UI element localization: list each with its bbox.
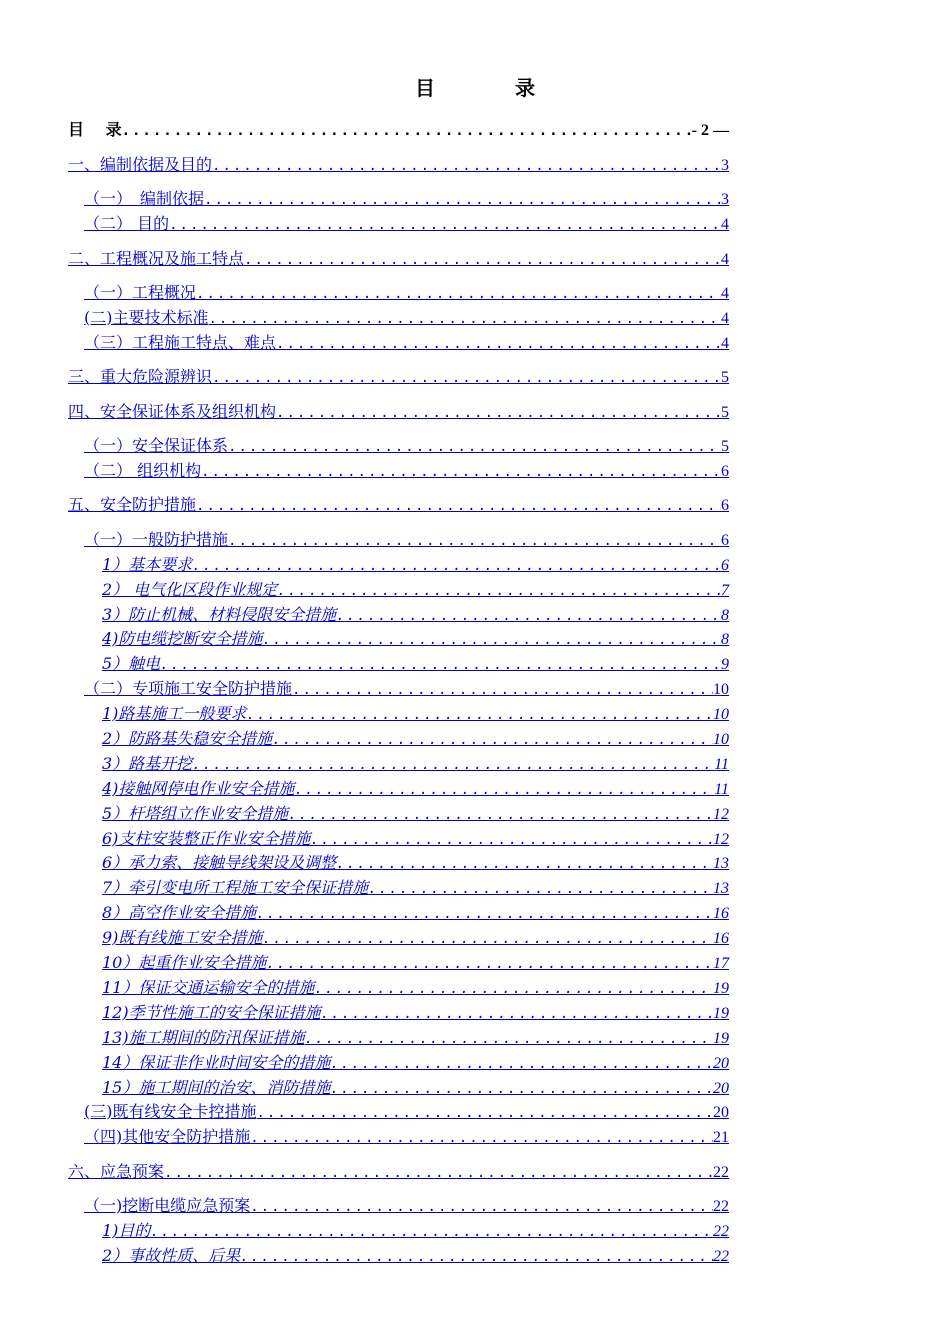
toc-entry[interactable] (84, 678, 729, 700)
toc-page-number: 10 (713, 731, 729, 748)
toc-page-number: 10 (713, 681, 729, 698)
toc-entry-label: （一） 编制依据 (84, 189, 205, 208)
dot-leader (201, 461, 721, 483)
dot-leader (212, 367, 721, 389)
dot-leader (164, 1162, 713, 1184)
toc-entry-label: 六、应急预案 (68, 1162, 165, 1181)
toc-page-number: 8 (721, 607, 729, 624)
toc-entry[interactable] (68, 494, 729, 516)
toc-entry-label: 6)支柱安装整正作业安全措施 (102, 829, 311, 848)
toc-page-number: 19 (713, 980, 729, 997)
toc-entry-label: 7）牵引变电所工程施工安全保证措施 (102, 878, 369, 897)
toc-entry-label: 14）保证非作业时间安全的措施 (102, 1053, 331, 1072)
toc-entry[interactable] (102, 1077, 729, 1099)
dot-leader (305, 1028, 713, 1050)
toc-entry-label: 8）高空作业安全措施 (102, 903, 257, 922)
toc-entry-label: （三）工程施工特点、难点 (84, 333, 277, 352)
dot-leader (368, 878, 713, 900)
toc-entry[interactable] (102, 877, 729, 899)
dot-leader (321, 1003, 713, 1025)
toc-entry[interactable] (102, 803, 729, 825)
toc-page-number: 5 (721, 404, 729, 421)
toc-entry[interactable] (102, 604, 729, 626)
toc-page-number: 19 (713, 1030, 729, 1047)
dot-leader (292, 679, 713, 701)
toc-entry[interactable] (102, 1052, 729, 1074)
toc-entry-label: （四)其他安全防护措施 (84, 1127, 251, 1146)
dot-leader (169, 214, 721, 236)
toc-entry-label: 5）触电 (102, 654, 161, 673)
toc-entry-label: 1）基本要求 (102, 555, 193, 574)
toc-page-number: 13 (713, 880, 729, 897)
toc-entry-label: 3）防止机械、材料侵限安全措施 (102, 605, 337, 624)
toc-page-number: 4 (721, 310, 729, 327)
toc-entry[interactable] (102, 952, 729, 974)
toc-entry-label: 1)路基施工一般要求 (102, 704, 247, 723)
toc-entry-label: 2）事故性质、后果 (102, 1246, 241, 1265)
toc-entry[interactable] (84, 529, 729, 551)
toc-entry-label: 9)既有线施工安全措施 (102, 928, 263, 947)
toc-entry-label: 五、安全防护措施 (68, 495, 197, 514)
toc-entry[interactable] (84, 307, 729, 329)
dot-leader (122, 120, 692, 142)
toc-entry-label: 一、编制依据及目的 (68, 155, 213, 174)
toc-page-number: 9 (721, 656, 729, 673)
toc-entry[interactable] (84, 1101, 729, 1123)
toc-page-number: 22 (713, 1198, 729, 1215)
toc-page-number: 20 (713, 1104, 729, 1121)
dot-leader (209, 308, 722, 330)
dot-leader (250, 1127, 713, 1149)
toc-entry[interactable] (84, 1126, 729, 1148)
toc-entry[interactable] (102, 653, 729, 675)
toc-page-number: 20 (713, 1055, 729, 1072)
toc-page-number: 3 (721, 191, 729, 208)
toc-entry-label: 10）起重作业安全措施 (102, 953, 267, 972)
toc-entry[interactable] (68, 248, 729, 270)
dot-leader (250, 1196, 713, 1218)
dot-leader (266, 953, 713, 975)
dot-leader (276, 402, 721, 424)
dot-leader (228, 436, 721, 458)
toc-entry-label: 二、工程概况及施工特点 (68, 249, 245, 268)
toc-entry-label: 目 录 (68, 120, 122, 139)
toc-page-number: 4 (721, 251, 729, 268)
dot-leader (336, 853, 713, 875)
toc-entry[interactable] (84, 282, 729, 304)
document-title: 目 录 (415, 76, 565, 100)
toc-entry[interactable] (68, 366, 729, 388)
toc-entry[interactable] (102, 1027, 729, 1049)
dot-leader (330, 1053, 713, 1075)
toc-entry[interactable] (102, 753, 729, 775)
toc-entry-label: （二） 目的 (84, 214, 170, 233)
toc-entry[interactable] (84, 1195, 729, 1217)
toc-entry-label: 12)季节性施工的安全保证措施 (102, 1003, 321, 1022)
toc-entry[interactable] (84, 435, 729, 457)
toc-entry[interactable] (102, 778, 729, 800)
toc-page-number: 10 (713, 706, 729, 723)
toc-entry-label: （一)挖断电缆应急预案 (84, 1196, 251, 1215)
toc-entry-label: (三)既有线安全卡控措施 (84, 1102, 257, 1121)
toc-page-number: 5 (721, 369, 729, 386)
toc-entry-label: （一）一般防护措施 (84, 530, 229, 549)
toc-entry[interactable] (102, 1245, 729, 1267)
toc-page-number: 6 (721, 557, 729, 574)
toc-page-number: 12 (713, 831, 729, 848)
toc-entry[interactable] (102, 902, 729, 924)
dot-leader (288, 804, 713, 826)
toc-entry-label: （二） 组织机构 (84, 461, 202, 480)
dot-leader (212, 155, 721, 177)
toc-page-number: - 2 — (691, 122, 729, 139)
dot-leader (314, 978, 713, 1000)
toc-page-number: 20 (713, 1080, 729, 1097)
dot-leader (262, 629, 721, 651)
dot-leader (330, 1078, 713, 1100)
dot-leader (277, 580, 721, 602)
dot-leader (294, 779, 714, 801)
dot-leader (192, 555, 721, 577)
toc-entry-label: 4)接触网停电作业安全措施 (102, 779, 295, 798)
toc-entry[interactable] (102, 828, 729, 850)
toc-page-number: 13 (713, 855, 729, 872)
toc-entry-label: 2）防路基失稳安全措施 (102, 729, 273, 748)
dot-leader (240, 1246, 713, 1268)
toc-entry-label: 2） 电气化区段作业规定 (102, 580, 278, 599)
toc-entry[interactable] (68, 154, 729, 176)
dot-leader (262, 928, 713, 950)
toc-page-number: 7 (721, 582, 729, 599)
toc-entry[interactable] (84, 460, 729, 482)
toc-entry-label: 四、安全保证体系及组织机构 (68, 402, 277, 421)
dot-leader (257, 1102, 714, 1124)
dot-leader (196, 495, 721, 517)
toc-entry[interactable] (84, 332, 729, 354)
toc-entry-label: 三、重大危险源辨识 (68, 367, 213, 386)
toc-entry-label: 1)目的 (102, 1221, 151, 1240)
dot-leader (336, 605, 721, 627)
toc-page-number: 6 (721, 532, 729, 549)
toc-page-number: 22 (713, 1164, 729, 1181)
dot-leader (160, 654, 721, 676)
toc-entry[interactable] (102, 628, 729, 650)
toc-page-number: 11 (714, 781, 729, 798)
dot-leader (228, 530, 721, 552)
toc-entry[interactable] (102, 1220, 729, 1242)
toc-entry[interactable] (102, 579, 729, 601)
toc-page-number: 3 (721, 157, 729, 174)
toc-entry[interactable] (102, 852, 729, 874)
toc-page-number: 16 (713, 930, 729, 947)
toc-page-number: 22 (713, 1223, 729, 1240)
toc-entry[interactable] (102, 554, 729, 576)
toc-entry-label: 5）杆塔组立作业安全措施 (102, 804, 289, 823)
toc-entry-label: 6）承力索、接触导线架设及调整 (102, 853, 337, 872)
toc-page-number: 21 (713, 1129, 729, 1146)
toc-entry[interactable] (102, 728, 729, 750)
toc-entry[interactable] (84, 213, 729, 235)
dot-leader (192, 754, 714, 776)
toc-page-number: 12 (713, 806, 729, 823)
dot-leader (310, 829, 713, 851)
toc-entry[interactable] (68, 401, 729, 423)
dot-leader (272, 729, 713, 751)
toc-entry[interactable] (84, 188, 729, 210)
toc-entry[interactable] (102, 977, 729, 999)
toc-page-number: 8 (721, 631, 729, 648)
toc-page-number: 6 (721, 497, 729, 514)
toc-page-number: 17 (713, 955, 729, 972)
dot-leader (246, 704, 713, 726)
toc-page-number: 4 (721, 335, 729, 352)
toc-entry[interactable] (102, 703, 729, 725)
toc-page-number: 11 (714, 756, 729, 773)
toc-page-number: 6 (721, 463, 729, 480)
dot-leader (150, 1221, 713, 1243)
dot-leader (204, 189, 721, 211)
toc-page-number: 4 (721, 285, 729, 302)
toc-entry[interactable] (68, 1161, 729, 1183)
dot-leader (256, 903, 713, 925)
toc-entry-label: (二)主要技术标准 (84, 308, 209, 327)
dot-leader (276, 333, 721, 355)
toc-entry-contents[interactable] (68, 119, 729, 141)
toc-page-number: 22 (713, 1248, 729, 1265)
toc-entry-label: （一）工程概况 (84, 283, 197, 302)
toc-entry-label: 3）路基开挖 (102, 754, 193, 773)
dot-leader (196, 283, 721, 305)
toc-page-number: 5 (721, 438, 729, 455)
toc-entry-label: 4)防电缆挖断安全措施 (102, 629, 263, 648)
toc-entry-label: （二）专项施工安全防护措施 (84, 679, 293, 698)
toc-entry[interactable] (102, 1002, 729, 1024)
toc-entry-label: 15）施工期间的治安、消防措施 (102, 1078, 331, 1097)
toc-entry-label: （一）安全保证体系 (84, 436, 229, 455)
toc-entry[interactable] (102, 927, 729, 949)
toc-entry-label: 13)施工期间的防汛保证措施 (102, 1028, 305, 1047)
toc-page-number: 4 (721, 216, 729, 233)
toc-page-number: 19 (713, 1005, 729, 1022)
toc-entry-label: 11）保证交通运输安全的措施 (102, 978, 315, 997)
toc-page-number: 16 (713, 905, 729, 922)
dot-leader (244, 249, 721, 271)
